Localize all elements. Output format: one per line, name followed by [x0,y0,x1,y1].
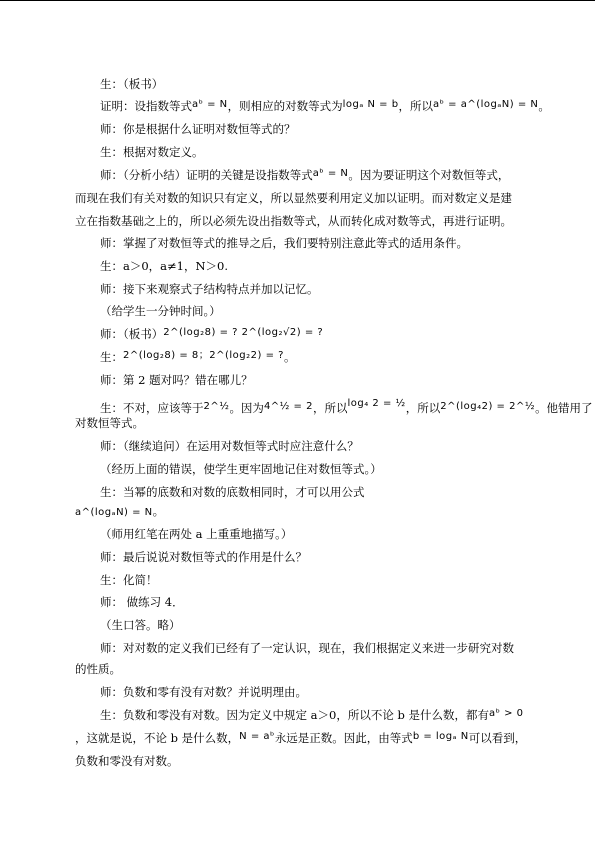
formula: aᵇ = N [192,99,228,110]
paragraph [100,258,560,274]
text: 生：（板书） [100,77,164,91]
formula: 2^(log₂8) = ? 2^(log₂√2) = ? [163,327,324,338]
paragraph [100,526,560,542]
text: 师：第 2 题对吗？错在哪儿？ [100,373,253,387]
text: 师：（板书） [100,327,164,341]
text: 师：负数和零有没有对数？并说明理由。 [100,685,307,699]
paragraph [100,326,560,344]
text: ，所以 [405,401,441,415]
text: ，则相应的对数等式为 [227,99,343,113]
formula: logₐ N = b [342,99,399,110]
paragraph-line [75,415,535,431]
paragraph-line [75,213,535,229]
text: （师用红笔在两处 a 上重重地描写。） [100,527,293,541]
formula: aᵇ = a^(logₐN) = N [433,99,539,110]
text: ，这就是说，不论 b 是什么数， [75,731,240,745]
paragraph [100,707,560,725]
text: 师：你是根据什么证明对数恒等式的？ [100,122,296,136]
paragraph [100,303,560,319]
text: 。他错用了 [535,401,593,415]
text: （经历上面的错误，使学生更牢固地记住对数恒等式。） [100,462,382,476]
formula-line [75,503,535,521]
text: 可以看到， [468,731,527,745]
text: 生：不对，应该等于 [100,401,204,415]
text: 师：接下来观察式子结构特点并加以记忆。 [100,282,319,296]
text: 。 [283,350,296,364]
formula: log₄ 2 = ½ [347,398,406,409]
paragraph [100,438,560,454]
text: 。因为 [229,401,264,415]
formula: aᵇ = N [312,168,349,179]
text: 对数恒等式。 [75,416,144,430]
formula: aᵇ > 0 [489,708,524,719]
text: 负数和零没有对数。 [75,754,179,768]
text: 生： [100,350,123,364]
formula: b = logₐ N [412,731,469,742]
formula: 2^½ [203,401,230,412]
paragraph [100,549,560,565]
text: 。因为要证明这个对数恒等式， [348,168,510,182]
paragraph [100,235,560,251]
paragraph-line [75,730,535,748]
text: 师：对对数的定义我们已经有了一定认识，现在，我们根据定义来进一步研究对数 [100,641,514,655]
text: 证明：设指数等式 [100,99,192,113]
text: 生：根据对数定义。 [100,145,204,159]
text: 而现在我们有关对数的知识只有定义，所以显然要利用定义加以证明。而对数定义是建 [75,191,512,205]
paragraph [100,572,560,588]
formula: 4^½ = 2 [263,401,313,412]
text: 师：最后说说对数恒等式的作用是什么？ [100,550,307,564]
paragraph [100,372,560,388]
text: 师：（继续追问）在运用对数恒等式时应注意什么？ [100,439,359,453]
formula: a^(logₐN) = N [75,507,153,518]
text: 立在指数基础之上的，所以必须先设出指数等式，从而转化成对数等式，再进行证明。 [75,214,512,228]
formula: 2^(log₂8) = 8；2^(log₂2) = ? [123,350,284,361]
text: 生：化简！ [100,573,158,587]
paragraph [100,684,560,700]
formula: N = aᵇ [239,731,275,742]
paragraph-line [75,661,535,677]
paragraph [100,484,560,500]
paragraph [100,461,560,477]
paragraph [100,76,560,92]
paragraph [100,349,560,367]
text: ，所以 [398,99,434,113]
paragraph-line [75,753,535,769]
text: 的性质。 [75,662,121,676]
text: 师： 做练习 4． [100,595,184,609]
paragraph [100,167,560,185]
formula: 2^(log₄2) = 2^½ [440,401,536,412]
paragraph [100,98,560,116]
paragraph [100,281,560,297]
paragraph [100,121,560,137]
text: （生口答。略） [100,618,181,632]
paragraph [100,640,560,656]
text: 师：掌握了对数恒等式的推导之后，我们要特别注意此等式的适用条件。 [100,236,468,250]
text: 。 [152,504,165,518]
text: 师：（分析小结）证明的关键是设指数等式 [100,168,313,182]
text: 永远是正数。因此，由等式 [274,731,413,745]
paragraph [100,594,560,610]
paragraph [100,617,560,633]
text: 。 [538,99,550,113]
paragraph [100,144,560,160]
text: 生：当幂的底数和对数的底数相同时，才可以用公式 [100,485,365,499]
text: 生：负数和零没有对数。因为定义中规定 a＞0，所以不论 b 是什么数，都有 [100,708,489,722]
text: （给学生一分钟时间。） [100,304,221,318]
text: ，所以 [312,401,348,415]
text: 生：a＞0，a≠1，N＞0. [100,259,229,273]
paragraph-line [75,190,535,206]
